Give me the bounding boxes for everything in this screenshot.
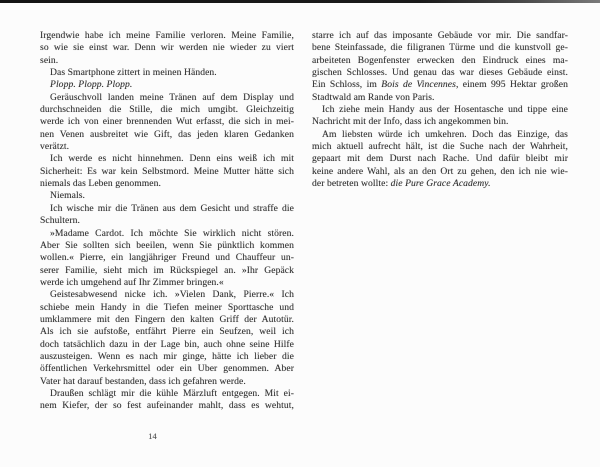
- text-segment: werde ich umgehend auf Ihr Zimmer bringen.«: [40, 276, 224, 288]
- text-line: [40, 42, 294, 54]
- text-segment: auszusteigen. Wenn es nach mir ginge, hätte ich lieber die: [40, 350, 294, 362]
- text-line: [312, 104, 568, 116]
- text-segment: Stadtwald am Rande von Paris.: [312, 91, 435, 103]
- text-segment: Draußen schlägt mir die kühle Märzluft entgegen. Mit ei-: [50, 387, 294, 399]
- text-line: [312, 153, 568, 165]
- text-line: [40, 153, 294, 165]
- text-segment: mich aktuell aufrecht hält, ist die Suche nach der Wahrheit,: [312, 141, 568, 153]
- text-line: [40, 388, 294, 400]
- text-segment: , einem 995 Hektar großen: [455, 79, 568, 91]
- text-segment: sein.: [40, 54, 59, 66]
- text-line: [312, 178, 568, 190]
- text-segment: Geistesabwesend nicke ich. »Vielen Dank, Pierre.« Ich: [50, 289, 294, 301]
- text-line: [40, 67, 294, 79]
- text-line: [312, 30, 568, 42]
- text-line: [40, 166, 294, 178]
- text-segment: Ein Schloss, im: [312, 79, 382, 91]
- text-line: [40, 326, 294, 338]
- text-line: [40, 400, 294, 412]
- text-segment: serer Familie, sieht mich im Rückspiegel an. »Ihr Gepäck: [40, 264, 294, 276]
- text-line: [40, 314, 294, 326]
- text-line: [312, 141, 568, 153]
- page-number: 14: [148, 431, 157, 441]
- right-page-text: [312, 30, 568, 190]
- text-line: [312, 129, 568, 141]
- text-segment: Sicherheit: Es war kein Selbstmord. Meine Mutter hätte sich: [40, 165, 294, 177]
- left-page-text: [40, 30, 294, 413]
- text-segment: schiebe mein Handy in die Tiefen meiner Sporttasche und: [40, 301, 294, 313]
- text-line: [40, 289, 294, 301]
- text-line: [312, 67, 568, 79]
- text-line: [312, 166, 568, 178]
- text-segment: Irgendwie habe ich meine Familie verloren. Meine Familie,: [40, 30, 294, 41]
- text-segment: Ich ziehe mein Handy aus der Hosentasche und tippe eine: [322, 104, 568, 116]
- text-segment: nem Kiefer, der so fest aufeinander mahlt, dass es wehtut,: [40, 400, 294, 412]
- text-segment: gepaart mit dem Durst nach Rache. Und dafür bleibt mir: [312, 153, 568, 165]
- text-segment: Geräuschvoll landen meine Tränen auf dem Display und: [50, 91, 294, 103]
- text-segment: werde ich von einer brennenden Wut erfasst, die sich in mei-: [40, 116, 294, 128]
- text-segment: Am liebsten würde ich umkehren. Doch das Einzige, das: [322, 128, 568, 140]
- text-line: [40, 30, 294, 42]
- text-segment: verätzt.: [40, 141, 70, 153]
- text-segment: Nachricht mit der Info, dass ich angekommen bin.: [312, 116, 509, 128]
- text-line: [40, 351, 294, 363]
- text-segment: Ich wische mir die Tränen aus dem Gesicht und straffe die: [50, 202, 294, 214]
- text-line: [312, 55, 568, 67]
- text-line: [312, 42, 568, 54]
- text-segment: gischen Schlosses. Und genau das war dieses Gebäude einst.: [312, 67, 568, 79]
- text-line: [40, 363, 294, 375]
- text-line: [40, 252, 294, 264]
- text-segment: Vater hat darauf bestanden, dass ich gefahren werde.: [40, 375, 246, 387]
- text-segment: starre ich auf das imposante Gebäude vor mir. Die sandfar-: [312, 30, 568, 41]
- text-line: [40, 141, 294, 153]
- text-segment: niemals das Leben genommen.: [40, 178, 161, 190]
- text-segment: arbeiteten Bogenfenster erwecken den Eindruck eines ma-: [312, 54, 568, 66]
- text-line: [40, 339, 294, 351]
- text-line: [40, 104, 294, 116]
- text-segment: Als ich sie aufstoße, entfährt Pierre ein Seufzen, weil ich: [40, 326, 294, 338]
- text-line: [40, 215, 294, 227]
- text-line: [312, 92, 568, 104]
- text-line: [40, 277, 294, 289]
- text-segment: Niemals.: [50, 190, 86, 202]
- text-line: [40, 79, 294, 91]
- text-segment: Das Smartphone zittert in meinen Händen.: [50, 67, 217, 79]
- text-segment: »Madame Cardot. Ich möchte Sie wirklich nicht stören.: [50, 227, 294, 239]
- text-line: [40, 178, 294, 190]
- scan-top-edge: [0, 0, 600, 3]
- text-segment: durchschneiden die Stille, die mich umgibt. Gleichzeitig: [40, 104, 294, 116]
- text-line: [40, 203, 294, 215]
- italic-text: Plopp. Plopp. Plopp.: [50, 79, 133, 91]
- text-segment: doch tatsächlich dazu in der Lage bin, auch ohne seine Hilfe: [40, 338, 294, 350]
- text-line: [312, 79, 568, 91]
- text-segment: umklammere mit den Fingern den kalten Griff der Autotür.: [40, 313, 294, 325]
- text-line: [40, 265, 294, 277]
- text-segment: so wie sie einst war. Denn wir werden nie wieder zu viert: [40, 42, 294, 54]
- italic-text: Bois de Vincennes: [381, 79, 456, 91]
- text-segment: keine andere Wahl, als an den Ort zu gehen, den ich nie wie-: [312, 165, 568, 177]
- italic-text: die Pure Grace Academy.: [390, 178, 491, 190]
- text-line: [40, 302, 294, 314]
- text-line: [40, 376, 294, 388]
- text-segment: nen Venen ausbreitet wie Gift, das jeden klaren Gedanken: [40, 128, 294, 140]
- text-line: [40, 190, 294, 202]
- text-line: [40, 129, 294, 141]
- text-segment: Aber Sie sollten sich beeilen, wenn Sie pünktlich kommen: [40, 239, 294, 251]
- text-line: [40, 228, 294, 240]
- text-line: [40, 92, 294, 104]
- text-segment: wollen.« Pierre, ein langjähriger Freund und Chauffeur un-: [40, 252, 294, 264]
- text-segment: öffentlichen Verkehrsmittel oder ein Uber genommen. Aber: [40, 363, 294, 375]
- text-line: [40, 116, 294, 128]
- text-segment: Ich werde es nicht hinnehmen. Denn eins weiß ich mit: [50, 153, 294, 165]
- text-segment: bene Steinfassade, die filigranen Türme und die kunstvoll ge-: [312, 42, 568, 54]
- text-line: [40, 240, 294, 252]
- text-segment: Schultern.: [40, 215, 80, 227]
- text-line: [312, 116, 568, 128]
- text-segment: der betreten wollte:: [312, 178, 391, 190]
- text-line: [40, 55, 294, 67]
